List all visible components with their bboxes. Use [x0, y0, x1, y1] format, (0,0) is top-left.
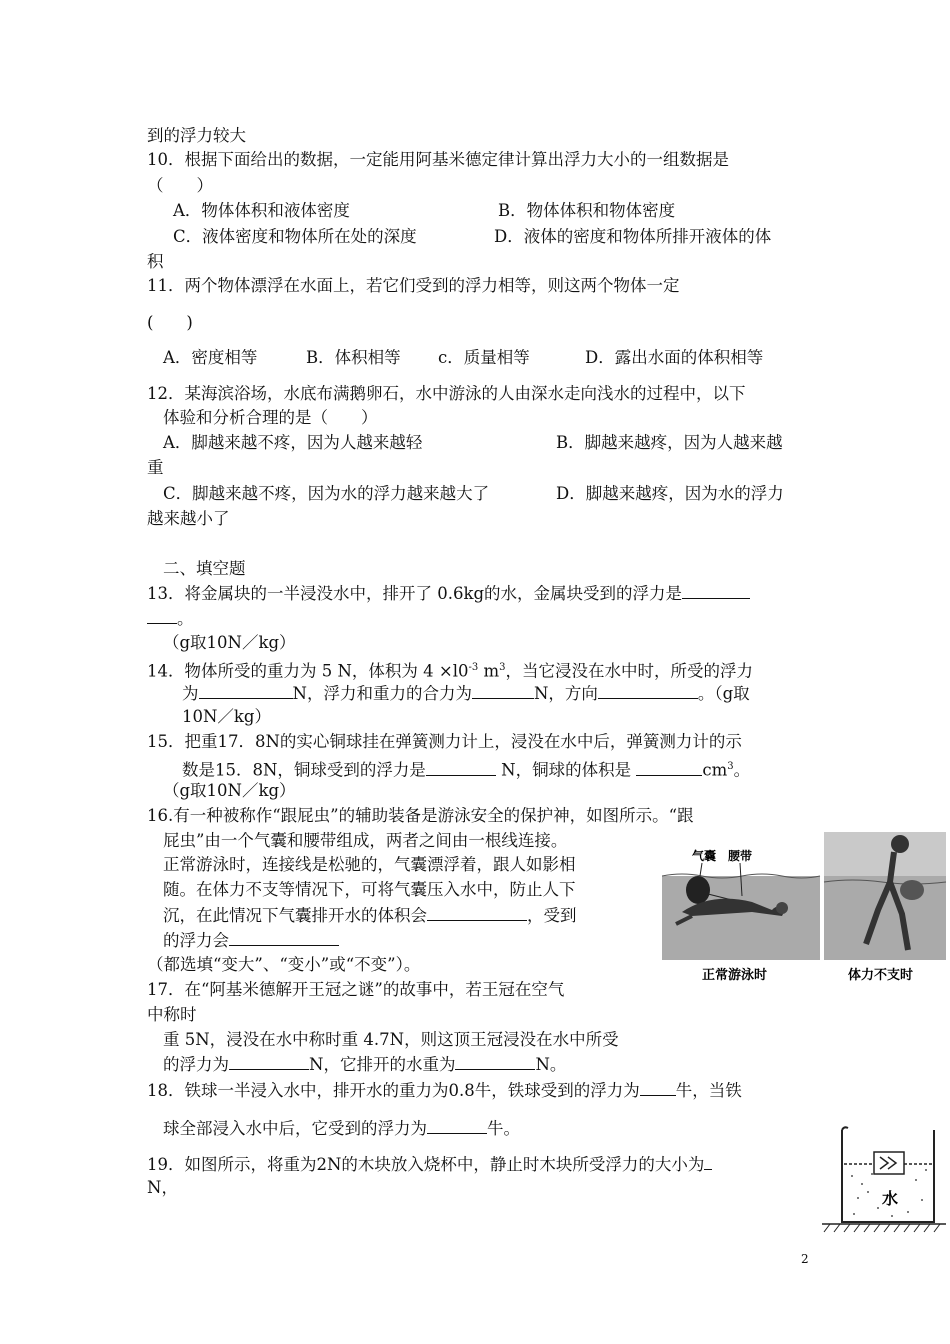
question-11: 11．两个物体漂浮在水面上，若它们受到的浮力相等，则这两个物体一定 [147, 276, 680, 295]
option-c: C．液体密度和物体所在处的深度 [173, 227, 417, 246]
question-17-cont [163, 1052, 566, 1077]
question-text: 数是15．8N，铜球受到的浮力是 [182, 760, 426, 780]
section-heading: 二、填空题 [163, 559, 246, 578]
answer-blank[interactable] [636, 758, 702, 776]
question-14-cont [182, 681, 750, 706]
caption-tired: 体力不支时 [848, 968, 914, 983]
question-19-cont: N， [147, 1178, 178, 1197]
option-d-cont: 积 [147, 252, 164, 271]
question-14 [147, 656, 753, 684]
option-d-cont: 越来越小了 [147, 509, 230, 528]
question-text: 14．物体所受的重力为 5 N，体积为 4 ×l0 [147, 661, 469, 681]
option-b-cont: 重 [147, 458, 164, 477]
swimming-figure [662, 832, 948, 984]
question-18-cont [163, 1116, 520, 1141]
question-text: 牛，当铁 [675, 1081, 742, 1100]
answer-blank[interactable] [427, 1116, 487, 1134]
answer-blank[interactable] [147, 606, 177, 624]
option-b: B．脚越来越疼，因为人越来越 [556, 433, 783, 452]
answer-blank[interactable] [455, 1052, 535, 1070]
option-c: C．脚越来越不疼，因为水的浮力越来越大了 [163, 484, 490, 503]
unit: m [478, 661, 500, 681]
option-b: B．体积相等 [306, 348, 401, 367]
question-10: 10．根据下面给出的数据，一定能用阿基米德定律计算出浮力大小的一组数据是 [147, 150, 729, 169]
unit: cm [702, 760, 728, 780]
question-17-cont: 中称时 [147, 1005, 197, 1024]
swimming-illustration [662, 832, 948, 984]
option-a: A．脚越来越不疼，因为人越来越轻 [163, 433, 423, 452]
question-text: N。 [535, 1055, 567, 1074]
airbag-label: 气囊 [692, 849, 717, 863]
question-text: N，它排开的水重为 [309, 1055, 456, 1074]
answer-blank[interactable] [472, 681, 534, 699]
question-text: 为 [182, 684, 199, 703]
question-text: N，浮力和重力的合力为 [292, 684, 472, 703]
question-13-cont [147, 606, 194, 631]
period: 。 [177, 609, 194, 628]
exponent: 3 [727, 761, 734, 772]
question-13 [147, 581, 750, 606]
question-16-cont: （都选填“变大”、“变小”或“不变”）。 [147, 955, 421, 974]
question-15: 15．把重17．8N的实心铜球挂在弹簧测力计上，浸没在水中后，弹簧测力计的示 [147, 732, 742, 751]
water-label: 水 [882, 1189, 899, 1208]
question-text: N，方向 [533, 684, 598, 703]
gravity-note: 10N／kg） [182, 707, 271, 726]
question-17-cont: 重 5N，浸没在水中称时重 4.7N，则这顶王冠浸没在水中所受 [163, 1030, 619, 1049]
question-text: N，铜球的体积是 [495, 760, 637, 780]
question-12-cont: 体验和分析合理的是（ ） [163, 408, 378, 427]
option-d: D．液体的密度和物体所排开液体的体 [494, 227, 772, 246]
question-16-cont: 屁虫”由一个气囊和腰带组成，两者之间由一根线连接。 [163, 831, 568, 850]
exponent: 3 [499, 662, 506, 673]
answer-blank[interactable] [598, 681, 698, 699]
option-c: c．质量相等 [438, 348, 530, 367]
beaker-illustration [818, 1124, 948, 1234]
question-text: 13．将金属块的一半浸没水中，排开了 0.6kg的水，金属块受到的浮力是 [147, 584, 683, 603]
question-text: 的浮力会 [163, 931, 229, 950]
option-d: D．露出水面的体积相等 [585, 348, 764, 367]
question-11-paren: ( ) [147, 313, 193, 332]
gravity-note: （g取10N／kg） [163, 633, 296, 652]
belt-label: 腰带 [728, 849, 753, 863]
question-text: ，当它浸没在水中时，所受的浮力 [505, 661, 754, 681]
question-16-cont [163, 928, 339, 953]
question-text: 球全部浸入水中后，它受到的浮力为 [163, 1119, 427, 1138]
period: 。 [733, 760, 751, 780]
question-16-cont: 随。在体力不支等情况下，可将气囊压入水中，防止人下 [163, 880, 576, 899]
option-a: A．物体体积和液体密度 [173, 201, 350, 220]
question-text: 的浮力为 [163, 1055, 229, 1074]
line: 到的浮力较大 [147, 126, 246, 145]
question-text: ，受到 [527, 906, 577, 925]
caption-normal: 正常游泳时 [702, 968, 768, 983]
answer-blank[interactable] [426, 758, 496, 776]
question-17: 17．在“阿基米德解开王冠之谜”的故事中，若王冠在空气 [147, 980, 565, 999]
gravity-note: （g取10N／kg） [163, 781, 296, 800]
question-16-cont [163, 903, 577, 928]
question-text: 牛。 [487, 1119, 520, 1138]
option-d: D．脚越来越疼，因为水的浮力 [556, 484, 784, 503]
beaker-figure [818, 1124, 948, 1234]
page-number: 2 [801, 1252, 809, 1266]
exponent: -3 [468, 662, 479, 673]
question-16-cont: 正常游泳时，连接线是松驰的，气囊漂浮着，跟人如影相 [163, 855, 576, 874]
question-text: 18．铁球一半浸入水中，排开水的重力为0.8牛，铁球受到的浮力为 [147, 1081, 640, 1100]
answer-blank[interactable] [682, 581, 750, 599]
question-16: 16.有一种被称作“跟屁虫”的辅助装备是游泳安全的保护神，如图所示。“跟 [147, 806, 694, 825]
answer-blank[interactable] [427, 903, 527, 921]
question-12: 12．某海滨浴场，水底布满鹅卵石，水中游泳的人由深水走向浅水的过程中，以下 [147, 384, 746, 403]
option-b: B．物体体积和物体密度 [498, 201, 676, 220]
answer-blank[interactable] [704, 1152, 712, 1170]
question-18 [147, 1078, 742, 1103]
answer-blank[interactable] [199, 681, 293, 699]
answer-blank[interactable] [229, 928, 339, 946]
option-a: A．密度相等 [163, 348, 258, 367]
question-text: 。（g取 [697, 684, 750, 703]
question-10-paren: （ ） [147, 176, 213, 195]
answer-blank[interactable] [640, 1078, 676, 1096]
question-text: 19．如图所示，将重为2N的木块放入烧杯中，静止时木块所受浮力的大小为 [147, 1155, 705, 1174]
answer-blank[interactable] [229, 1052, 309, 1070]
question-19 [147, 1152, 712, 1177]
question-text: 沉，在此情况下气囊排开水的体积会 [163, 906, 427, 925]
